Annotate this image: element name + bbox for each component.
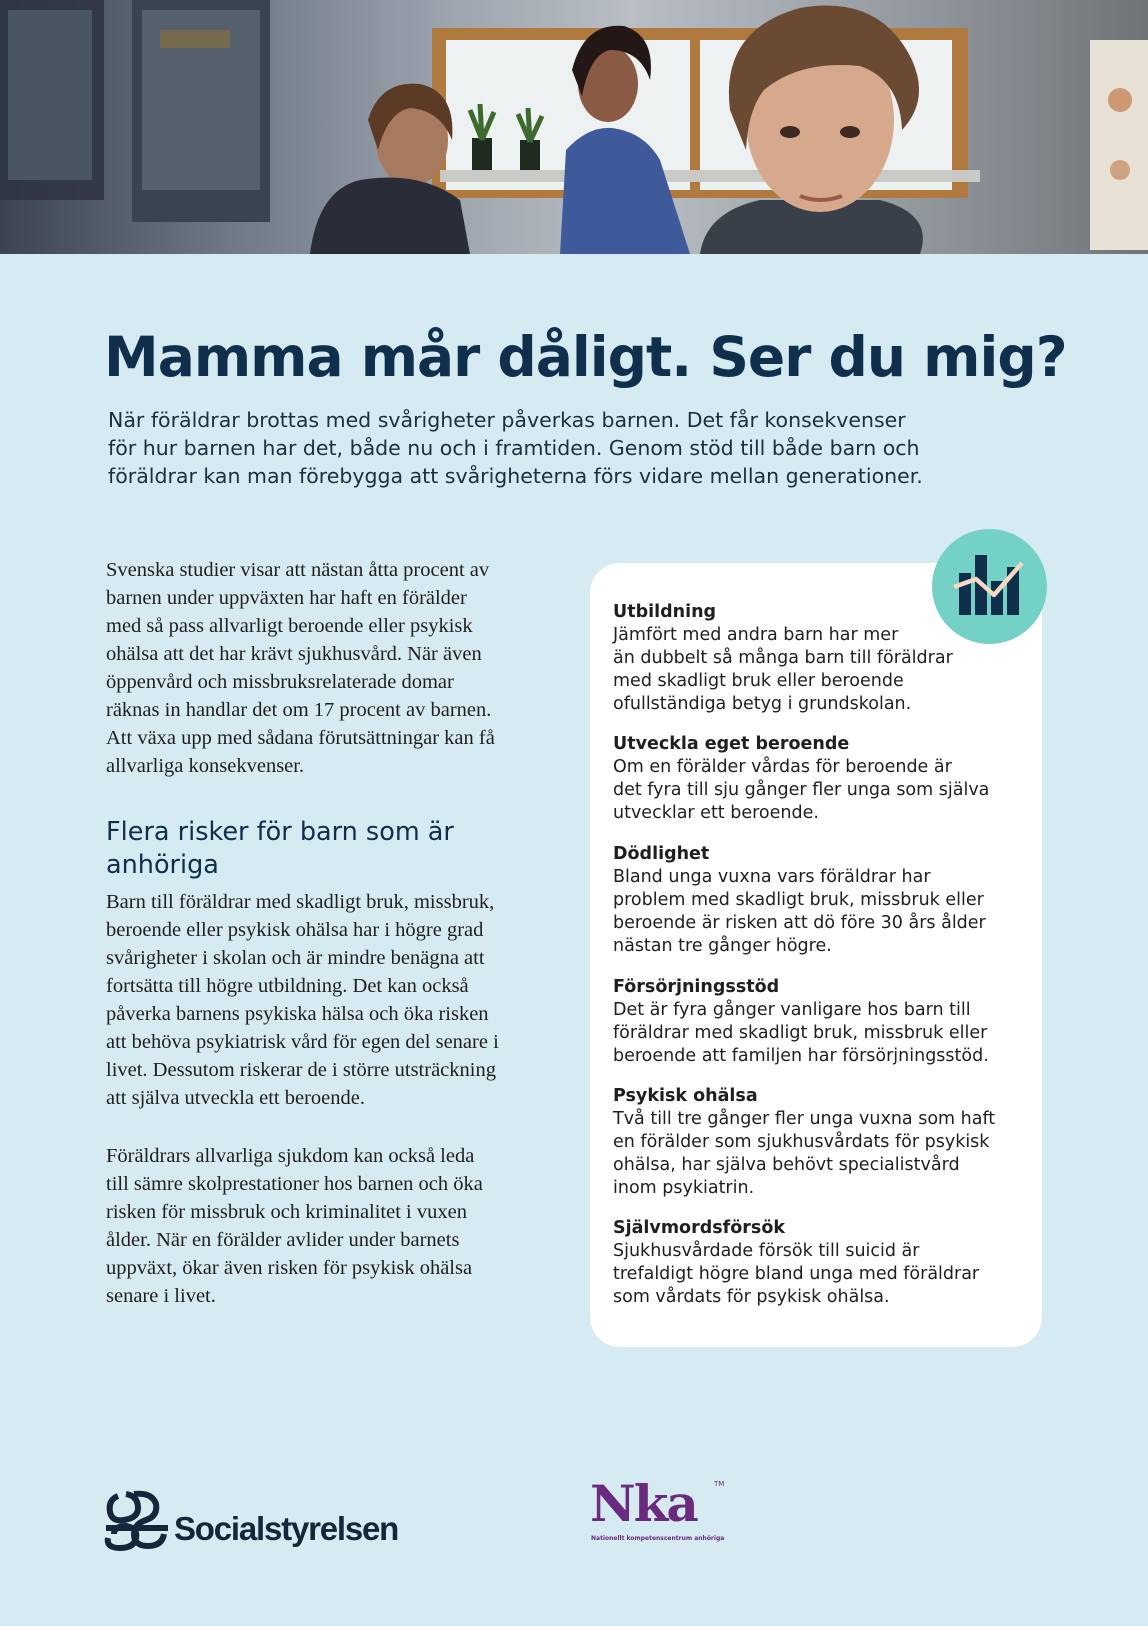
text-line: det fyra till sju gånger fler unga som själva [613, 780, 990, 800]
text-line: en förälder som sjukhusvårdats för psykisk [613, 1132, 990, 1152]
socialstyrelsen-emblem-icon [104, 1488, 170, 1552]
text-line: att själva utveckla ett beroende. [106, 1087, 365, 1109]
page-title: Mamma mår dåligt. Ser du mig? [104, 325, 1067, 389]
stat-block-suicide-attempts [613, 1217, 1033, 1309]
text-line: Det är fyra gånger vanligare hos barn till [613, 1000, 971, 1020]
intro-paragraph [108, 406, 1068, 490]
text-line: föräldrar med skadligt bruk, missbruk eller [613, 1023, 988, 1043]
text-line: beroende eller psykisk ohälsa har i högre grad [106, 919, 484, 941]
nka-logo [590, 1474, 740, 1544]
text-line: beroende är risken att dö före 30 års ålder [613, 913, 986, 933]
socialstyrelsen-wordmark: Socialstyrelsen [174, 1510, 399, 1547]
text-line: att behöva psykiatrisk vård för egen del senare i [106, 1031, 499, 1053]
stat-block-welfare [613, 976, 1033, 1068]
stat-block-mortality [613, 843, 1033, 958]
stat-text [613, 866, 1033, 958]
text-line: beroende att familjen har försörjningsstöd. [613, 1046, 989, 1066]
nka-wordmark: Nka [590, 1474, 697, 1533]
intro-line: föräldrar kan man förebygga att svårigheterna förs vidare mellan generationer. [108, 464, 923, 488]
text-line: allvarliga konsekvenser. [106, 755, 305, 777]
nka-subtitle: Nationellt kompetenscentrum anhöriga [591, 1535, 725, 1542]
stat-title: Självmordsförsök [613, 1218, 785, 1238]
text-line: påverka barnens psykiska hälsa och öka risken [106, 1003, 489, 1025]
text-line: Sjukhusvårdade försök till suicid är [613, 1241, 920, 1261]
text-line: Bland unga vuxna vars föräldrar har [613, 867, 931, 887]
stat-title: Dödlighet [613, 844, 710, 864]
stat-block-addiction [613, 733, 1033, 825]
intro-line: När föräldrar brottas med svårigheter påverkas barnen. Det får konsekvenser [108, 408, 906, 432]
stat-block-education [613, 601, 1033, 716]
text-line: räknas in handlar det om 17 procent av barnen. [106, 699, 492, 721]
text-line: Svenska studier visar att nästan åtta procent av [106, 559, 490, 581]
hero-photo-illustration [0, 0, 1148, 254]
heading-line: anhöriga [106, 850, 219, 880]
text-line: barnen under uppväxten har haft en förälder [106, 587, 467, 609]
text-line: senare i livet. [106, 1285, 216, 1307]
stat-title: Psykisk ohälsa [613, 1086, 758, 1106]
stat-title: Utveckla eget beroende [613, 734, 850, 754]
text-line: svårigheter i skolan och är mindre benägna att [106, 947, 485, 969]
stat-text [613, 1108, 1033, 1200]
heading-line: Flera risker för barn som är [106, 817, 454, 847]
text-line: Att växa upp med sådana förutsättningar kan få [106, 727, 495, 749]
text-line: Om en förälder vårdas för beroende är [613, 757, 952, 777]
intro-line: för hur barnen har det, både nu och i framtiden. Genom stöd till både barn och [108, 436, 920, 460]
text-line: Två till tre gånger fler unga vuxna som haft [613, 1109, 996, 1129]
text-line: fortsätta till högre utbildning. Det kan också [106, 975, 469, 997]
stat-text [613, 1240, 1033, 1309]
text-line: Föräldrars allvarliga sjukdom kan också leda [106, 1145, 475, 1167]
left-column [106, 556, 576, 1310]
socialstyrelsen-logo [104, 1488, 404, 1552]
text-line: uppväxt, ökar även risken för psykisk ohälsa [106, 1257, 473, 1279]
text-line: nästan tre gånger högre. [613, 936, 832, 956]
body-paragraph-risks [106, 888, 576, 1112]
stat-text [613, 999, 1033, 1068]
text-line: inom psykiatrin. [613, 1178, 755, 1198]
stat-title: Försörjningsstöd [613, 977, 780, 997]
text-line: med skadligt bruk eller beroende [613, 671, 904, 691]
stat-block-mental-health [613, 1085, 1033, 1200]
body-paragraph-studies [106, 556, 576, 780]
text-line: än dubbelt så många barn till föräldrar [613, 648, 953, 668]
text-line: ohälsa att det har krävt sjukhusvård. När även [106, 643, 482, 665]
stat-text [613, 756, 1033, 825]
text-line: ofullständiga betyg i grundskolan. [613, 694, 912, 714]
hero-photo [0, 0, 1148, 254]
body-paragraph-illness [106, 1142, 576, 1310]
stat-title: Utbildning [613, 602, 717, 622]
text-line: Barn till föräldrar med skadligt bruk, missbruk, [106, 891, 495, 913]
text-line: till sämre skolprestationer hos barnen och öka [106, 1173, 483, 1195]
stat-text [613, 624, 1033, 716]
nka-trademark: TM [714, 1480, 725, 1488]
text-line: trefaldigt högre bland unga med föräldrar [613, 1264, 980, 1284]
text-line: som vårdats för psykisk ohälsa. [613, 1287, 890, 1307]
text-line: Jämfört med andra barn har mer [613, 625, 899, 645]
text-line: med så pass allvarligt beroende eller psykisk [106, 615, 473, 637]
text-line: ohälsa, har själva behövt specialistvård [613, 1155, 960, 1175]
text-line: livet. Dessutom riskerar de i större utsträckning [106, 1059, 496, 1081]
text-line: ålder. När en förälder avlider under barnets [106, 1229, 460, 1251]
text-line: öppenvård och missbruksrelaterade domar [106, 671, 454, 693]
text-line: risken för missbruk och kriminalitet i vuxen [106, 1201, 467, 1223]
text-line: problem med skadligt bruk, missbruk eller [613, 890, 984, 910]
section-heading [106, 816, 576, 882]
text-line: utvecklar ett beroende. [613, 803, 819, 823]
